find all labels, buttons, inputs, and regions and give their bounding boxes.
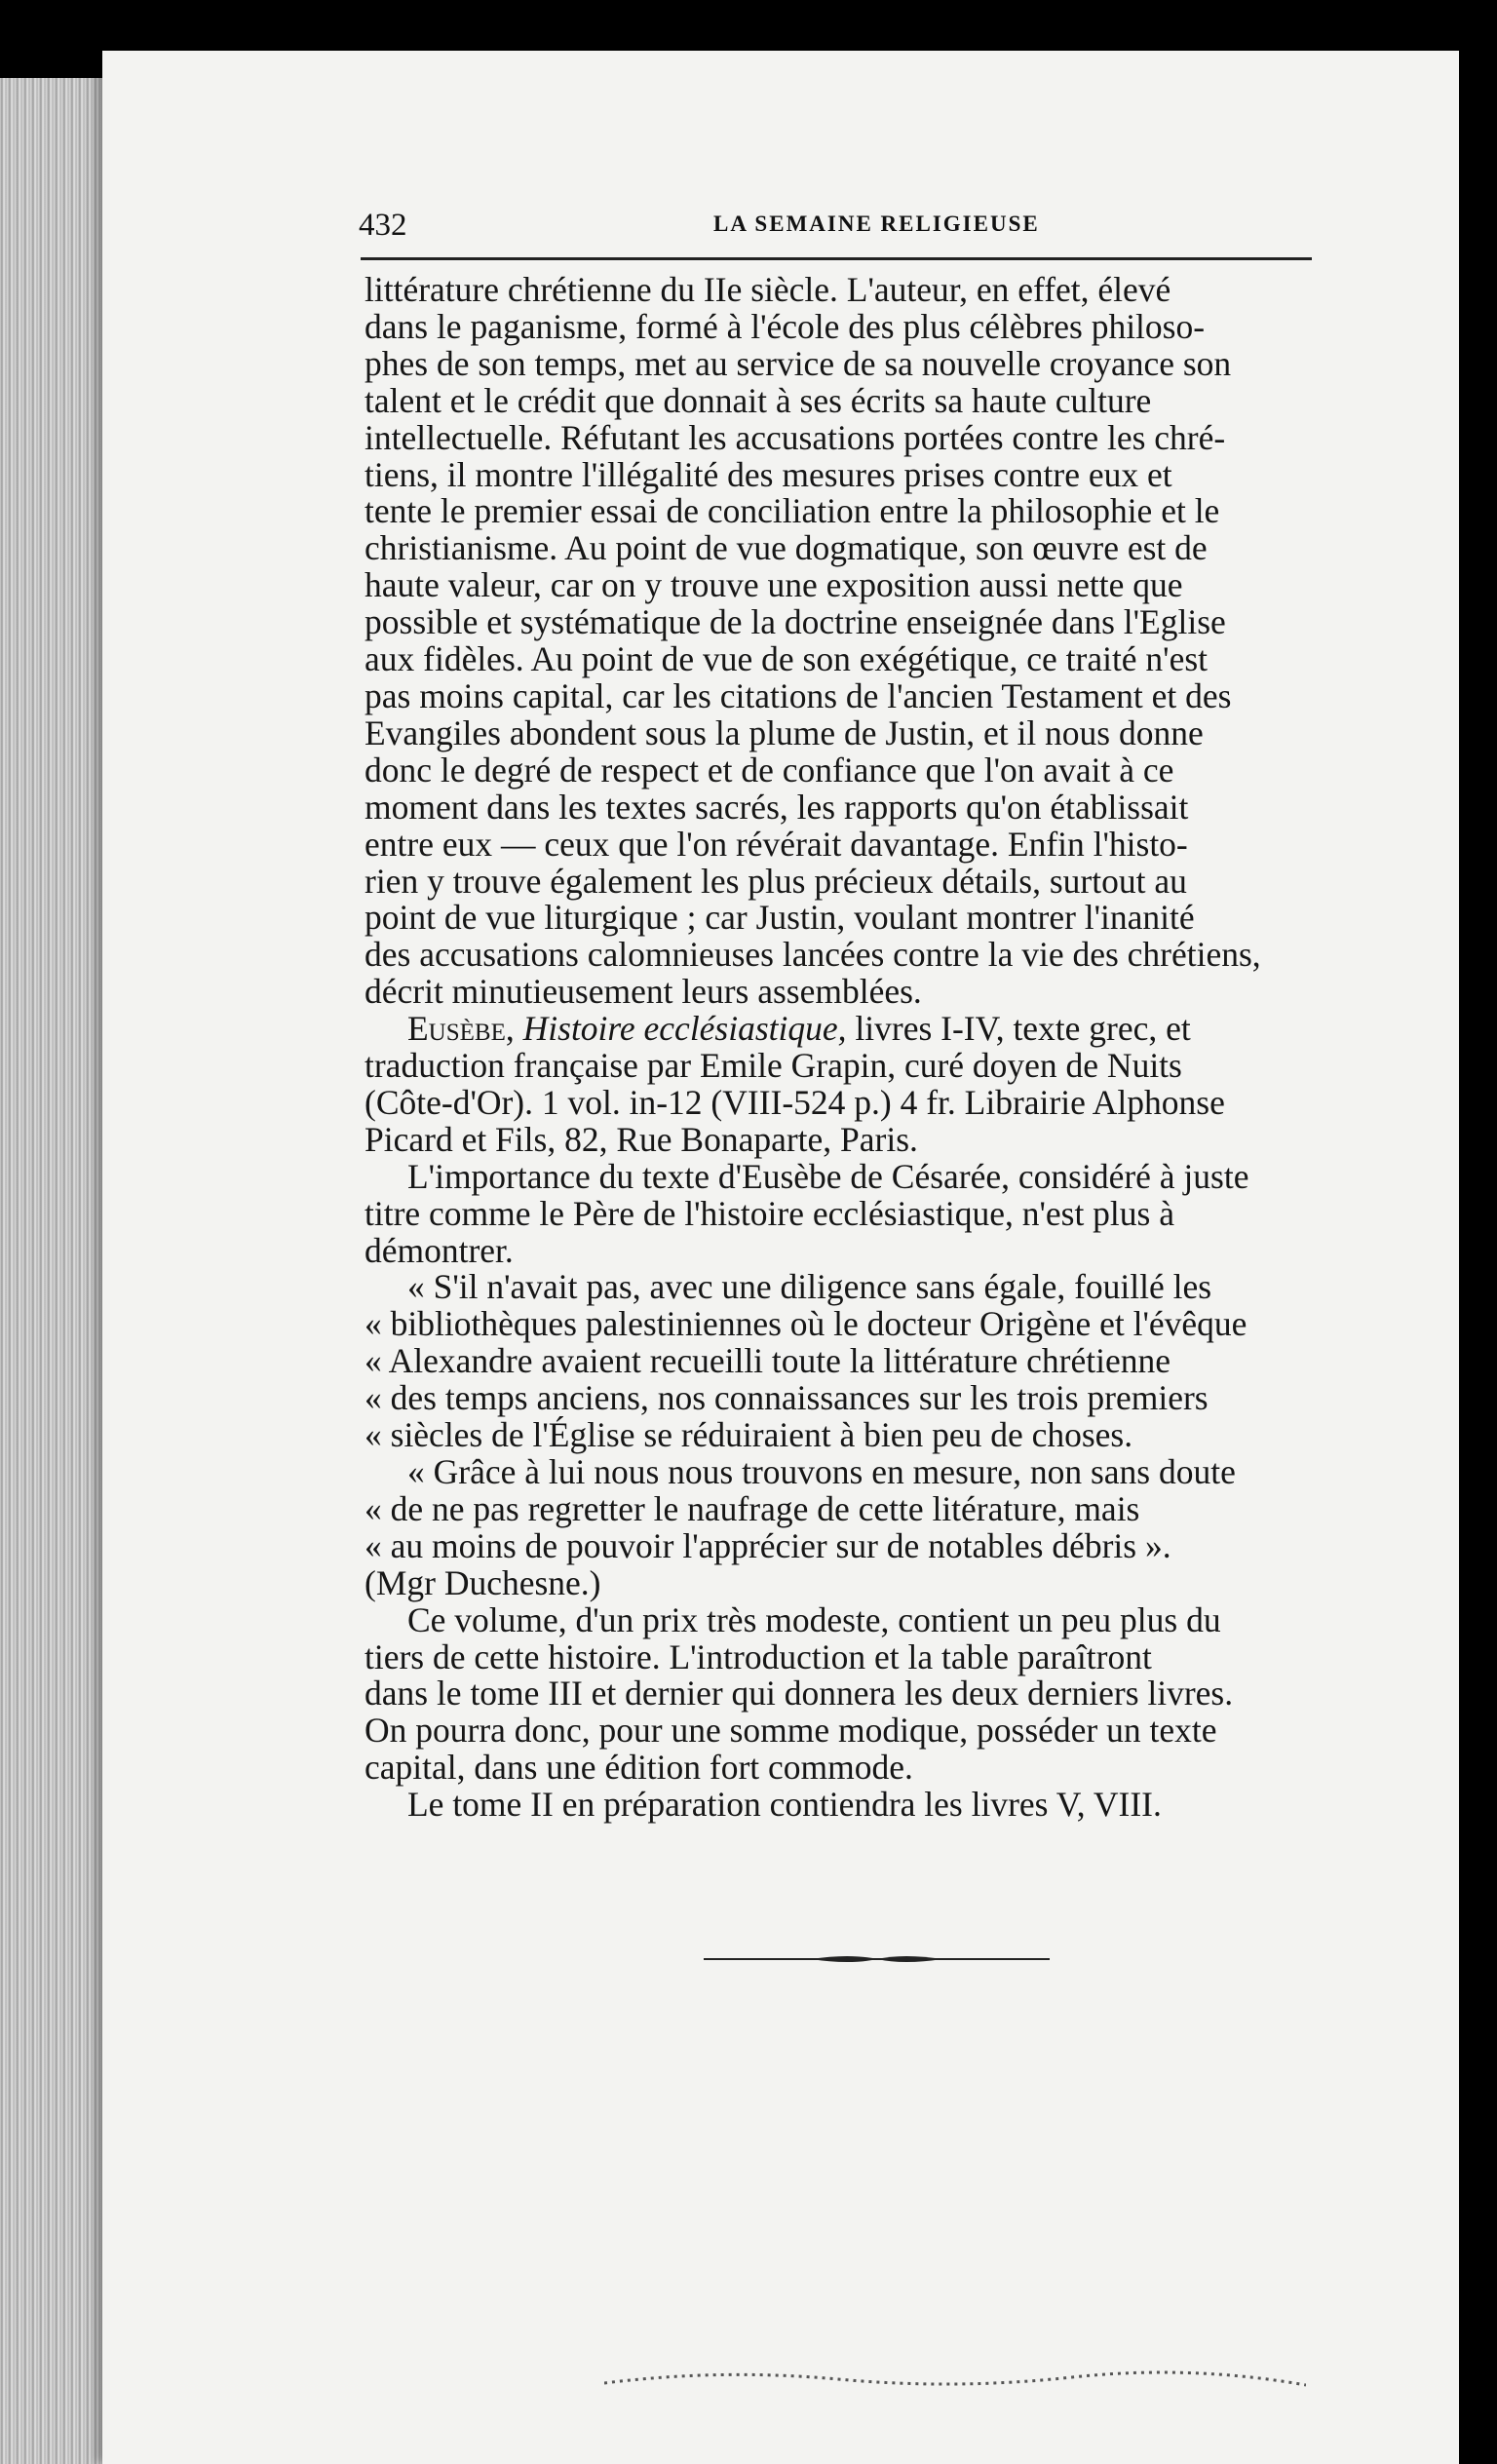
- text-line: littérature chrétienne du IIe siècle. L'auteur, en effet, élevé: [365, 270, 1171, 309]
- text-line: Ce volume, d'un prix très modeste, contient un peu plus du: [407, 1599, 1221, 1639]
- book-entry-line-2: traduction française par Emile Grapin, curé doyen de Nuits: [365, 1046, 1182, 1086]
- text-line: intellectuelle. Réfutant les accusations portées contre les chré-: [365, 417, 1226, 457]
- paragraph-closing: [365, 1599, 1339, 1825]
- text-line: tente le premier essai de conciliation entre la philosophie et le: [365, 491, 1220, 531]
- quote-line: « de ne pas regretter le naufrage de cette litérature, mais: [365, 1488, 1140, 1528]
- scan-smudge: [604, 2364, 1306, 2393]
- text-line: aux fidèles. Au point de vue de son exégétique, ce traité n'est: [365, 639, 1209, 679]
- text-line: pas moins capital, car les citations de l'ancien Testament et des: [365, 675, 1232, 715]
- page-number: 432: [359, 208, 407, 243]
- text-line: rien y trouve également les plus précieux détails, surtout au: [365, 861, 1187, 901]
- text-line: haute valeur, car on y trouve une exposition aussi nette que: [365, 565, 1183, 605]
- book-author: Eusèbe,: [407, 1009, 515, 1049]
- quote-origene: [365, 1269, 1339, 1454]
- text-line: possible et systématique de la doctrine enseignée dans l'Eglise: [365, 602, 1226, 642]
- text-line: dans le paganisme, formé à l'école des plus célèbres philoso-: [365, 306, 1206, 346]
- text-line: entre eux — ceux que l'on révérait davantage. Enfin l'histo-: [365, 824, 1188, 864]
- quote-line: « Alexandre avaient recueilli toute la littérature chrétienne: [365, 1341, 1171, 1381]
- text-line: titre comme le Père de l'histoire ecclésiastique, n'est plus à: [365, 1193, 1174, 1233]
- text-line: dans le tome III et dernier qui donnera les deux derniers livres.: [365, 1674, 1234, 1713]
- book-title: Histoire ecclésiastique,: [522, 1009, 847, 1049]
- quote-line: « siècles de l'Église se réduiraient à bien peu de choses.: [365, 1415, 1133, 1455]
- book-entry-rest: livres I-IV, texte grec, et: [855, 1009, 1191, 1049]
- text-line: L'importance du texte d'Eusèbe de Césarée, considéré à juste: [407, 1156, 1249, 1196]
- text-line: donc le degré de respect et de confiance que l'on avait à ce: [365, 750, 1174, 789]
- quote-line: « Grâce à lui nous nous trouvons en mesure, non sans doute: [407, 1452, 1236, 1491]
- quote-line: « au moins de pouvoir l'apprécier sur de notables débris ».: [365, 1525, 1171, 1565]
- book-entry-line-3: (Côte-d'Or). 1 vol. in-12 (VIII-524 p.) 4 fr. Librairie Alphonse: [365, 1082, 1225, 1122]
- journal-title: LA SEMAINE RELIGIEUSE: [713, 212, 1040, 236]
- book-entry-line-4: Picard et Fils, 82, Rue Bonaparte, Paris.: [365, 1119, 918, 1159]
- quote-line: « bibliothèques palestiniennes où le docteur Origène et l'évêque: [365, 1304, 1248, 1344]
- paragraph-importance: [365, 1156, 1339, 1270]
- text-line: capital, dans une édition fort commode.: [365, 1748, 913, 1788]
- text-line: tiers de cette histoire. L'introduction et la table paraîtront: [365, 1636, 1152, 1676]
- text-line: phes de son temps, met au service de sa nouvelle croyance son: [365, 343, 1232, 383]
- quote-line: « S'il n'avait pas, avec une diligence sans égale, fouillé les: [407, 1267, 1212, 1307]
- body-text: [365, 272, 1339, 1824]
- book-entry: [365, 1011, 1339, 1159]
- quote-duchesne: [365, 1454, 1339, 1602]
- text-line: talent et le crédit que donnait à ses écrits sa haute culture: [365, 380, 1152, 420]
- text-line: démontrer.: [365, 1230, 514, 1270]
- running-head: [258, 208, 1277, 256]
- text-line: des accusations calomnieuses lancées contre la vie des chrétiens,: [365, 935, 1261, 975]
- quote-attribution: (Mgr Duchesne.): [365, 1562, 601, 1602]
- paragraph-justin: [365, 272, 1339, 1011]
- page-edges: [0, 78, 107, 2464]
- end-ornament: [704, 1949, 1050, 1969]
- text-line: On pourra donc, pour une somme modique, posséder un texte: [365, 1711, 1217, 1751]
- text-line: décrit minutieusement leurs assemblées.: [365, 972, 922, 1012]
- text-line: Le tome II en préparation contiendra les livres V, VIII.: [407, 1785, 1162, 1825]
- book-entry-line-1: [365, 1011, 1339, 1048]
- text-line: Evangiles abondent sous la plume de Justin, et il nous donne: [365, 712, 1204, 752]
- text-line: moment dans les textes sacrés, les rapports qu'on établissait: [365, 787, 1189, 827]
- text-line: christianisme. Au point de vue dogmatique, son œuvre est de: [365, 528, 1208, 568]
- text-line: point de vue liturgique ; car Justin, voulant montrer l'inanité: [365, 898, 1195, 938]
- header-rule: [361, 257, 1312, 260]
- quote-line: « des temps anciens, nos connaissances sur les trois premiers: [365, 1378, 1209, 1418]
- text-line: tiens, il montre l'illégalité des mesures prises contre eux et: [365, 454, 1172, 494]
